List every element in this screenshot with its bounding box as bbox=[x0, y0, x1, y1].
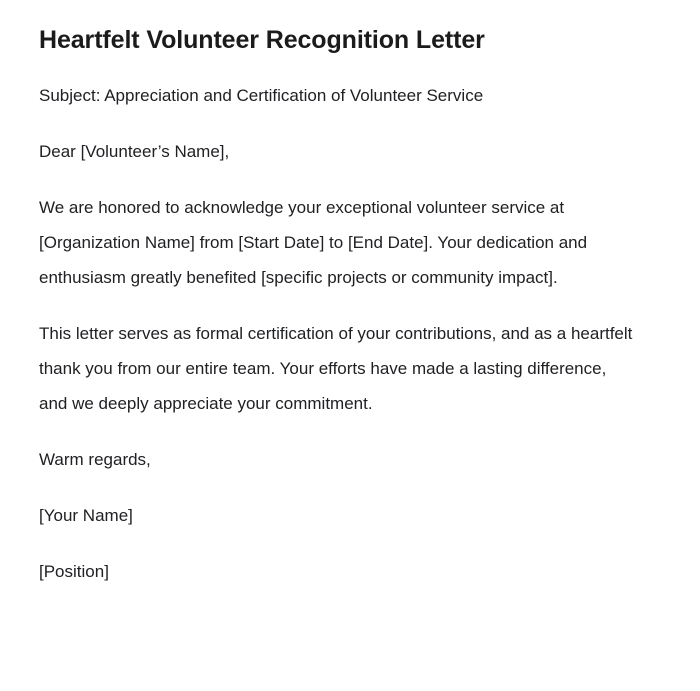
signature-name: [Your Name] bbox=[39, 506, 133, 525]
letter-body bbox=[39, 78, 638, 589]
body-paragraph-2: This letter serves as formal certification of your contributions, and as a heartfelt thank you from our entire team. Your efforts have made a lasting difference, and we deeply appreciate your commitment. bbox=[39, 324, 633, 413]
subject-line: Subject: Appreciation and Certification of Volunteer Service bbox=[39, 86, 484, 105]
signature-position: [Position] bbox=[39, 562, 109, 581]
closing-line: Warm regards, bbox=[39, 450, 151, 469]
body-paragraph-1: We are honored to acknowledge your exceptional volunteer service at [Organization Name] from [Start Date] to [End Date]. Your dedication and enthusiasm greatly benefited [specific projects or community impact]. bbox=[39, 198, 588, 287]
salutation: Dear [Volunteer’s Name], bbox=[39, 142, 230, 161]
page-title: Heartfelt Volunteer Recognition Letter bbox=[39, 26, 485, 54]
